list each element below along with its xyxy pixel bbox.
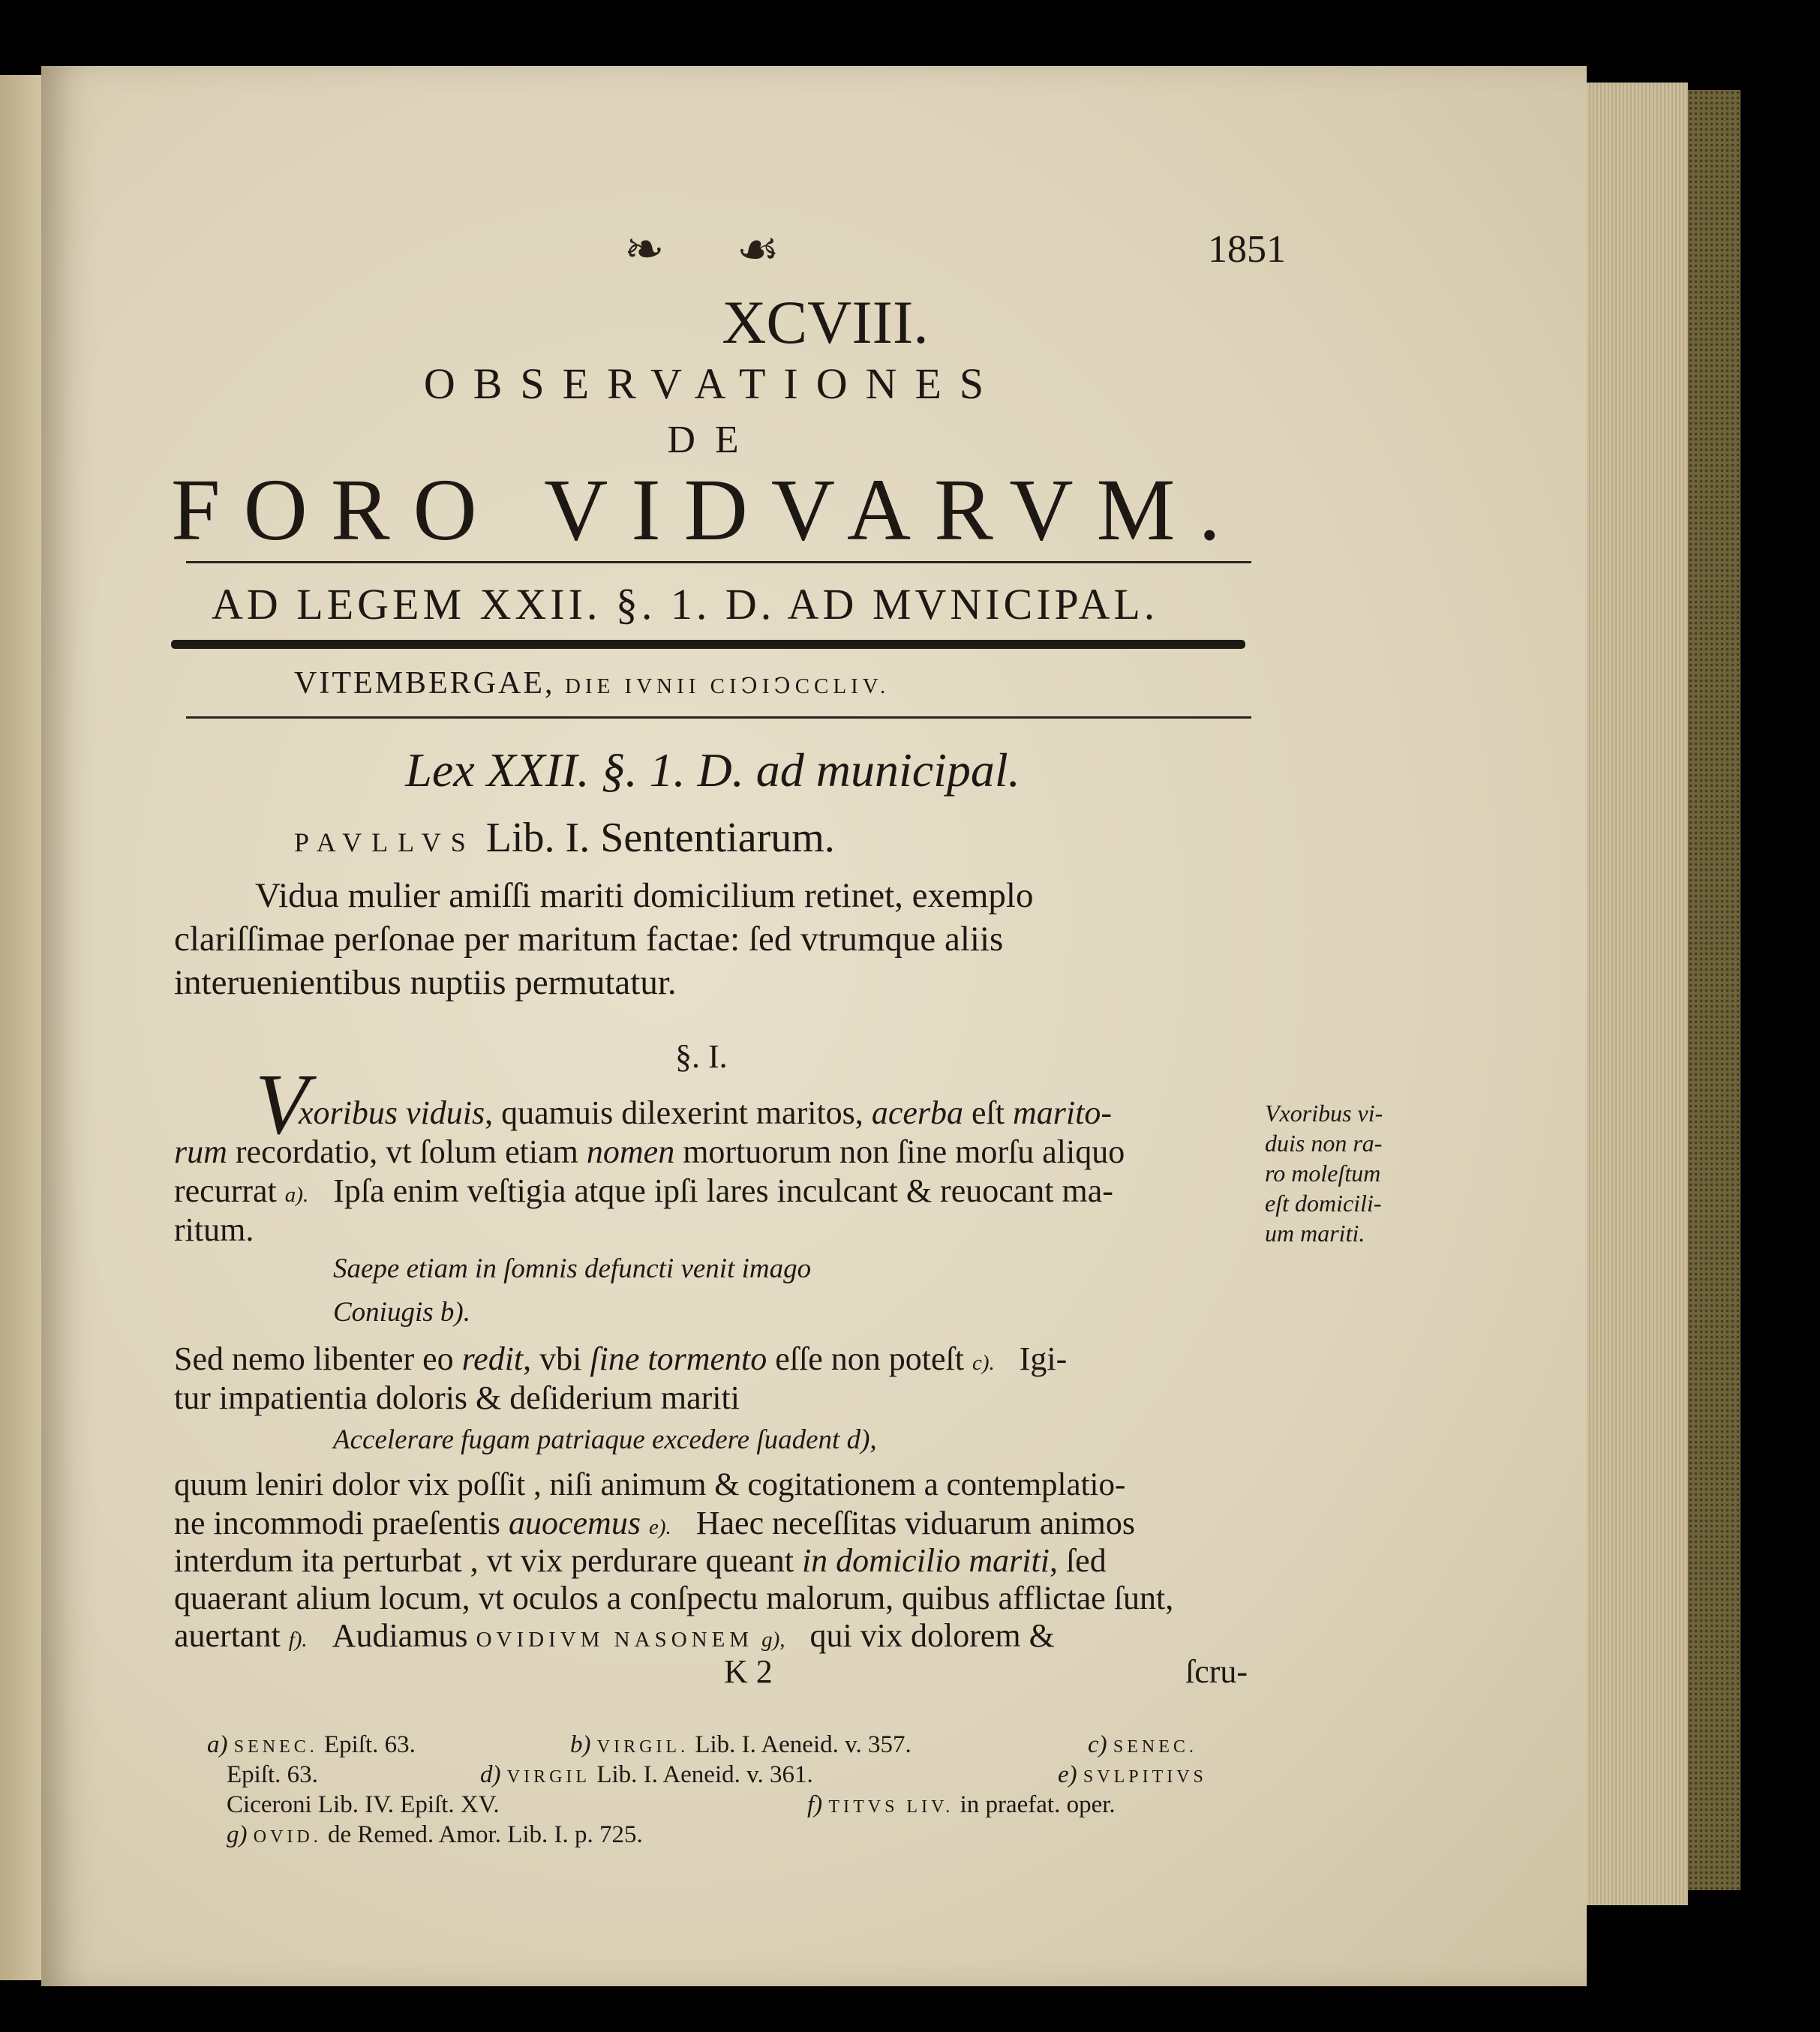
emphasis: ſine tormento — [590, 1340, 767, 1377]
body-line-9 — [174, 1541, 1107, 1580]
body-line-8 — [174, 1504, 1135, 1542]
footnote-label: e) — [1058, 1761, 1077, 1788]
emphasis: in domicilio mariti — [801, 1542, 1050, 1579]
author-line — [294, 814, 835, 862]
dateline — [294, 665, 890, 701]
text: recurrat — [174, 1172, 277, 1209]
text: ne incommodi praeſentis — [174, 1505, 500, 1541]
footnote-row — [480, 1761, 813, 1789]
emphasis: marito- — [1012, 1094, 1112, 1131]
footnote-author: TITVS LIV. — [828, 1797, 954, 1817]
text: , vbi — [523, 1340, 582, 1377]
text: Ipſa enim veſtigia atque ipſi lares inculcant & reuocant ma- — [333, 1172, 1113, 1209]
footnote-ref-text: Ciceroni Lib. IV. Epiſt. XV. — [227, 1791, 500, 1818]
verse-line: Accelerare fugam patriaque excedere ſuadent d), — [333, 1424, 877, 1455]
margin-note-line: duis non ra- — [1265, 1130, 1383, 1157]
body-line-3 — [174, 1172, 1113, 1210]
body-line-6: tur impatientia doloris & deſiderium mariti — [174, 1379, 740, 1416]
footnote-row — [1058, 1761, 1207, 1789]
text: Igi- — [1019, 1340, 1068, 1377]
catchword: ſcru- — [1185, 1653, 1248, 1690]
text: qui vix dolorem & — [809, 1617, 1055, 1654]
law-text-line: clariſſimae perſonae per maritum factae: ſed vtrumque aliis — [174, 920, 1004, 959]
verse-line: Coniugis b). — [333, 1297, 470, 1328]
footnote-ref: g), — [761, 1628, 785, 1652]
text: Haec neceſſitas viduarum animos — [695, 1505, 1135, 1541]
emphasis: redit — [461, 1340, 524, 1377]
verse-line: Saepe etiam in ſomnis defuncti venit imago — [333, 1253, 812, 1284]
body-line-1 — [299, 1094, 1112, 1132]
footnote-author: VIRGIL. — [596, 1737, 689, 1757]
text: Sed nemo libenter eo — [174, 1340, 454, 1377]
footnote-author: VIRGIL — [506, 1767, 591, 1787]
margin-note-line: um mariti. — [1265, 1220, 1365, 1247]
footnote-author: SENEC. — [233, 1737, 318, 1757]
footnote-label: d) — [480, 1761, 501, 1788]
footnote-ref-text: in praefat. oper. — [960, 1791, 1116, 1818]
footnote-ref-text: Lib. I. Aeneid. v. 357. — [695, 1731, 912, 1758]
footnote-row — [227, 1791, 500, 1819]
footnote-ref: f). — [288, 1628, 308, 1652]
margin-note-line: ro moleſtum — [1265, 1160, 1381, 1187]
text: eſt — [972, 1094, 1005, 1131]
signature-mark: K 2 — [724, 1653, 773, 1690]
rule-top — [186, 561, 1251, 563]
lex-heading: Lex XXII. §. 1. D. ad municipal. — [405, 743, 1020, 797]
footnote-ref-text: Lib. I. Aeneid. v. 361. — [596, 1761, 813, 1788]
text: , ſed — [1049, 1542, 1107, 1579]
footnote-label: f) — [807, 1791, 823, 1818]
law-text-line: Vidua mulier amiſſi mariti domicilium retinet, exemplo — [255, 876, 1034, 915]
margin-note-line: Vxoribus vi- — [1265, 1100, 1383, 1127]
footnote-ref-text: Epiſt. 63. — [227, 1761, 318, 1788]
footnote-author: SENEC. — [1113, 1737, 1197, 1757]
footnote-label: b) — [570, 1731, 591, 1758]
dateline-date: DIE IVNII CIↃIↃCCLIV. — [564, 674, 890, 698]
drop-capital: V — [255, 1057, 308, 1153]
emphasis: auocemus — [509, 1505, 641, 1541]
body-line-10: quaerant alium locum, vt oculos a conſpectu malorum, quibus afflictae ſunt, — [174, 1580, 1174, 1616]
text: , quamuis dilexerint maritos, — [485, 1094, 863, 1131]
body-line-2 — [174, 1133, 1125, 1171]
rule-bottom — [186, 716, 1251, 719]
rule-heavy — [171, 640, 1245, 649]
text: recordatio, vt ſolum etiam — [235, 1133, 578, 1170]
footnote-ref-text: Epiſt. 63. — [324, 1731, 416, 1758]
title-line-1: OBSERVATIONES — [423, 359, 1002, 408]
section-mark: §. I. — [675, 1038, 728, 1075]
body-line-11 — [174, 1616, 1055, 1655]
footnote-label: g) — [227, 1821, 248, 1848]
margin-note-line: eſt domicili- — [1265, 1190, 1382, 1217]
body-line-7: quum leniri dolor vix poſſit , niſi animum & cogitationem a contemplatio- — [174, 1467, 1126, 1502]
footnote-row — [227, 1761, 318, 1789]
footnote-author: OVID. — [253, 1827, 322, 1847]
footnote-row — [1088, 1731, 1197, 1759]
text: eſſe non poteſt — [775, 1340, 964, 1377]
small-caps: OVIDIVM NASONEM — [476, 1628, 754, 1652]
body-line-4: ritum. — [174, 1211, 254, 1248]
footnote-ref: c). — [972, 1351, 995, 1375]
book-cover — [1688, 90, 1740, 1890]
emphasis: acerba — [871, 1094, 963, 1131]
ornament-icon: ❧ ☙ — [624, 223, 809, 276]
title-line-3: FORO VIDVARVM. — [171, 461, 1244, 559]
dateline-place: VITEMBERGAE, — [294, 666, 555, 701]
footnote-label: c) — [1088, 1731, 1107, 1758]
footnote-row — [807, 1791, 1116, 1819]
text: interdum ita perturbat , vt vix perdurare queant — [174, 1542, 794, 1579]
text: mortuorum non ſine morſu aliquo — [683, 1133, 1125, 1170]
footnote-row — [227, 1821, 643, 1849]
footnote-author: SVLPITIVS — [1083, 1767, 1207, 1787]
author-name: PAVLLVS — [294, 827, 476, 857]
footnote-label: a) — [207, 1731, 228, 1758]
emphasis: xoribus viduis — [299, 1094, 485, 1131]
subtitle: AD LEGEM XXII. §. 1. D. AD MVNICIPAL. — [212, 580, 1159, 629]
text: auertant — [174, 1617, 281, 1654]
emphasis: nomen — [586, 1133, 675, 1170]
law-text-line: interuenientibus nuptiis permutatur. — [174, 963, 677, 1002]
footnote-ref: a). — [284, 1183, 309, 1207]
body-line-5 — [174, 1340, 1067, 1378]
footnote-ref-text: de Remed. Amor. Lib. I. p. 725. — [328, 1821, 643, 1848]
text: Audiamus — [332, 1617, 468, 1654]
page-number: 1851 — [1208, 228, 1286, 271]
footnote-row — [207, 1731, 416, 1759]
title-line-2: DE — [667, 419, 758, 461]
footnote-row — [570, 1731, 912, 1759]
footnote-ref: e). — [648, 1515, 671, 1539]
emphasis: rum — [174, 1133, 227, 1170]
author-source: Lib. I. Sententiarum. — [485, 815, 835, 861]
chapter-numeral: XCVIII. — [722, 288, 929, 356]
